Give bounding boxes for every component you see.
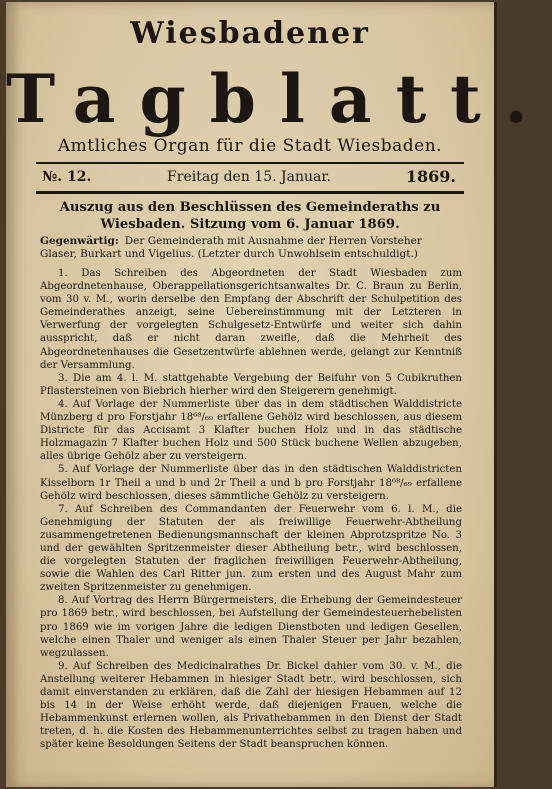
- paragraph-9: 9. Auf Schreiben des Medicinalrathes Dr. Bickel dahier vom 30. v. M., die Anstellung weiterer Hebammen in hiesiger Stadt betr., wird beschlossen, sich damit einverstanden zu erklären, daß die Zahl der hiesigen Hebammen auf 12 bis 14 in der Weise erhöht werde, daß diejenigen Frauen, welche die Hebammenkunst erlernen wollen, als Privathebammen in den Dienst der Stadt treten, d. h. die Kosten des Hebammenunterrichtes selbst zu tragen haben und später keine Besoldungen Seitens der Stadt beanspruchen können.: [40, 660, 462, 751]
- masthead-subtitle: Amtliches Organ für die Stadt Wiesbaden.: [57, 136, 443, 156]
- top-rule: [36, 162, 464, 164]
- paragraph-7: 7. Auf Schreiben des Commandanten der Feuerwehr vom 6. l. M., die Genehmigung der Statuten der als freiwillige Feuerwehr-Abtheilung zusammengetretenen Bedienungsmannschaft der kleinen Abprotzspritze No. 3 und der gewählten Spritzenmeister dieser Abtheilung betr., wird beschlossen, die vorgelegten Statuten der fraglichen freiwilligen Feuerwehr-Abtheilung, sowie die Wahlen des Carl Ritter jun. zum ersten und des August Mahr zum zweiten Spritzenmeister zu genehmigen.: [40, 503, 462, 594]
- article-heading: Auszug aus den Beschlüssen des Gemeinderaths zu Wiesbaden. Sitzung vom 6. Januar 1869.: [59, 200, 441, 232]
- paragraph-4: 4. Auf Vorlage der Nummerliste über das in dem städtischen Walddistricte Münzberg d pro Forstjahr 18⁶⁸/₆₉ erfallene Gehölz wird beschlossen, aus diesem Districte für das Accisamt 3 Klafter buchen Holz und in das städtische Holzmagazin 7 Klafter buchen Holz und 500 Stück buchene Wellen abzugeben, alles übrige Gehölz aber zu versteigern.: [40, 398, 462, 463]
- attendance-label: Gegenwärtig:: [40, 235, 119, 247]
- issue-line: [42, 167, 456, 189]
- masthead-title: Tagblatt.: [6, 60, 552, 138]
- paragraph-5: 5. Auf Vorlage der Nummerliste über das in den städtischen Walddistricten Kisselborn 1r Theil a und b und 2r Theil a und b pro Forstjahr 18⁶⁸/₆₉ erfallene Gehölz wird beschlossen, dieses sämmtliche Gehölz zu versteigern.: [40, 464, 462, 502]
- attendance-text: Der Gemeinderath mit Ausnahme der Herren Vorsteher Glaser, Burkart und Vigelius. (Letzter durch Unwohlsein entschuldigt.): [40, 235, 422, 260]
- issue-date: Freitag den 15. Januar.: [167, 169, 331, 185]
- article-body: [40, 267, 462, 751]
- bottom-rule: [36, 191, 464, 194]
- masthead-city: Wiesbadener: [130, 16, 370, 51]
- attendance-note: [40, 235, 460, 261]
- issue-number: №. 12.: [42, 169, 92, 185]
- paragraph-3: 3. Die am 4. l. M. stattgehabte Vergebung der Beifuhr von 5 Cubikruthen Pflastersteinen von Biebrich hierher wird den Steigerern genehmigt.: [40, 372, 462, 397]
- paragraph-8: 8. Auf Vortrag des Herrn Bürgermeisters, die Erhebung der Gemeindesteuer pro 1869 betr., wird beschlossen, bei Aufstellung der Gemeindesteuerhebelisten pro 1869 wie im vorigen Jahre die ledigen Dienstboten und ledigen Gesellen, welche einen Thaler und weniger als einen Thaler Steuer per Jahr bezahlen, wegzulassen.: [40, 595, 462, 659]
- newspaper-page: [6, 2, 552, 787]
- paragraph-1: 1. Das Schreiben des Abgeordneten der Stadt Wiesbaden zum Abgeordnetenhause, Oberappellationsgerichtsanwaltes Dr. C. Braun zu Berlin, vom 30 v. M., worin derselbe den Empfang der Abschrift der Schulpetition des Gemeinderathes anzeigt, seine Uebereinstimmung mit der Letzteren in Verwerfung der vorgelegten Schulgesetz-Entwürfe und weiter sich dahin ausspricht, daß er nicht daran zweifle, daß die Mehrheit des Abgeordnetenhauses die Gesetzentwürfe ablehnen werde, gelangt zur Kenntniß der Versammlung.: [40, 268, 462, 371]
- issue-year: 1869.: [405, 167, 456, 186]
